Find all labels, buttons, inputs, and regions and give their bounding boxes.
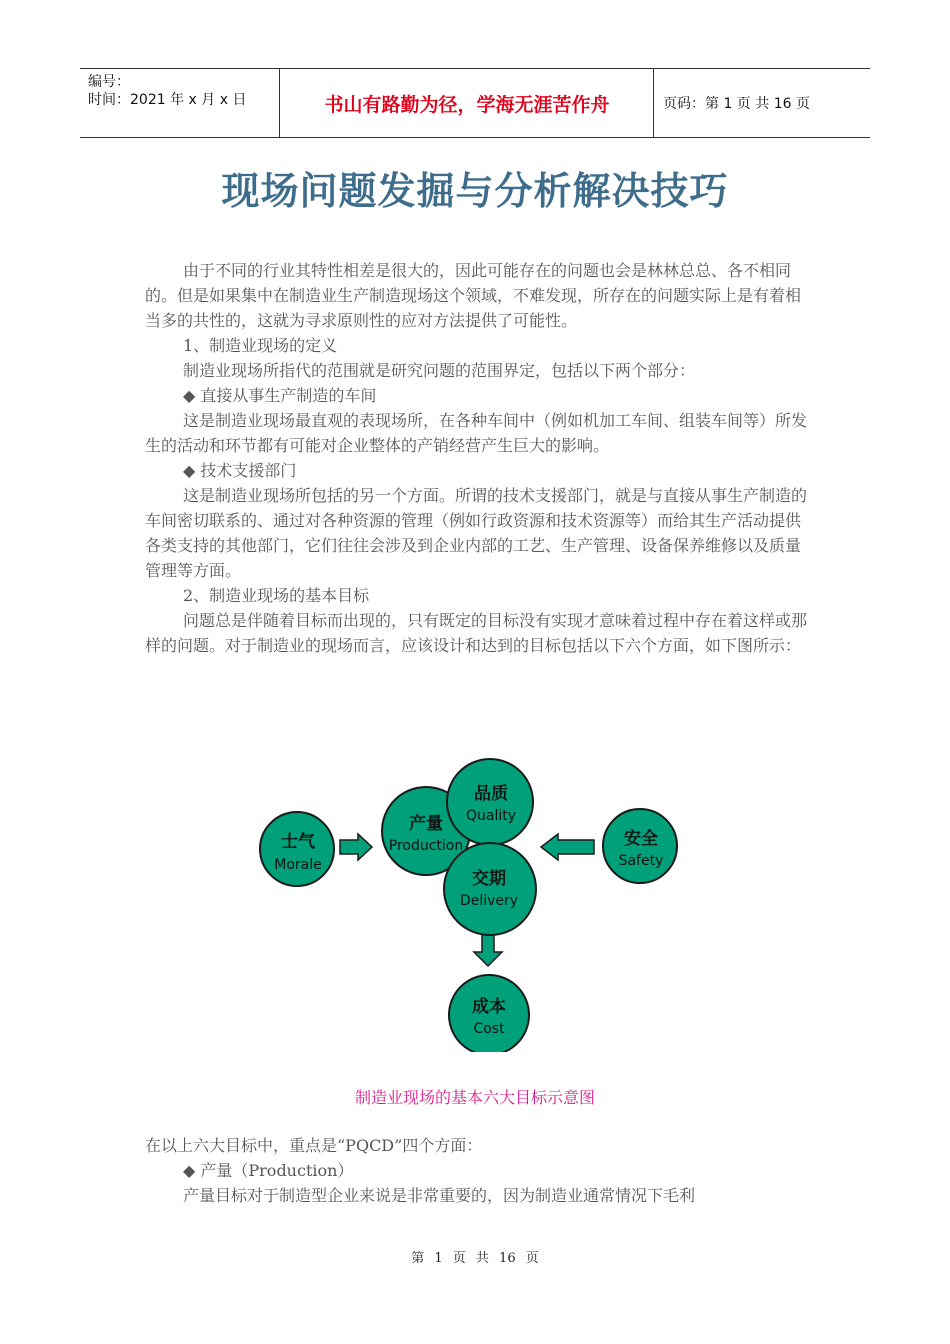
node-safety-cn: 安全	[624, 829, 658, 849]
header-meta-cell	[80, 69, 280, 137]
paragraph: 在以上六大目标中，重点是“PQCD”四个方面：	[145, 1136, 483, 1155]
paragraph: 产量目标对于制造型企业来说是非常重要的，因为制造业通常情况下毛利	[183, 1186, 696, 1205]
node-safety-en: Safety	[618, 853, 664, 869]
paragraph: 这是制造业现场所包括的另一个方面。所谓的技术支援部门，就是与直接从事生产制造的车间密切联系的、通过对各种资源的管理（例如行政资源和技术资源等）而给其生产活动提供各类支持的其他部门，它们往往会涉及到企业内部的工艺、生产管理、设备保养维修以及质量管理等方面。	[145, 486, 808, 580]
diagram-svg	[258, 752, 678, 1052]
diagram-caption: 制造业现场的基本六大目标示意图	[354, 1088, 595, 1107]
arrow-delivery-to-cost	[474, 934, 502, 966]
node-delivery-circle	[444, 843, 536, 935]
node-cost-cn: 成本	[472, 997, 506, 1017]
document-title: 现场问题发掘与分析解决技巧	[221, 169, 729, 213]
node-delivery-cn: 交期	[472, 869, 506, 889]
arrow-morale-to-center	[340, 834, 372, 860]
paragraph: 由于不同的行业其特性相差是很大的，因此可能存在的问题也会是林林总总、各不相同的。但是如果集中在制造业生产制造现场这个领域，不难发现，所存在的问题实际上是有着相当多的共性的，这就为寻求原则性的应对方法提供了可能性。	[145, 261, 802, 330]
paragraph: 问题总是伴随着目标而出现的，只有既定的目标没有实现才意味着过程中存在着这样或那样的问题。对于制造业的现场而言，应该设计和达到的目标包括以下六个方面，如下图所示：	[145, 611, 808, 655]
node-cost-en: Cost	[473, 1021, 505, 1037]
body-text	[145, 258, 807, 658]
paragraph: 制造业现场所指代的范围就是研究问题的范围界定，包括以下两个部分：	[183, 361, 696, 380]
header-page-info: 页码：第 1 页 共 16 页	[663, 96, 810, 112]
bullet-item: ◆ 技术支援部门	[183, 461, 297, 480]
node-morale-cn: 士气	[281, 832, 315, 852]
paragraph: 1、制造业现场的定义	[183, 336, 338, 355]
six-goals-diagram	[258, 752, 678, 1052]
paragraph: 2、制造业现场的基本目标	[183, 586, 370, 605]
node-delivery-en: Delivery	[459, 893, 519, 909]
number-label: 编号：	[88, 74, 130, 90]
time-label: 时间：2021 年 x 月 x 日	[88, 92, 247, 108]
header-motto: 书山有路勤为径，学海无涯苦作舟	[281, 69, 654, 137]
header-table	[80, 68, 870, 138]
arrow-safety-to-center	[541, 834, 594, 860]
node-quality-en: Quality	[465, 808, 517, 824]
body-text-continued	[145, 1133, 807, 1208]
bullet-item: ◆ 直接从事生产制造的车间	[183, 386, 377, 405]
node-morale-en: Morale	[274, 857, 322, 873]
page-footer: 第 1 页 共 16 页	[411, 1251, 539, 1266]
node-production-cn: 产量	[409, 814, 443, 834]
node-quality-cn: 品质	[474, 784, 508, 804]
node-production-en: Production	[388, 838, 464, 854]
bullet-item: ◆ 产量（Production）	[183, 1161, 354, 1180]
paragraph: 这是制造业现场最直观的表现场所，在各种车间中（例如机加工车间、组装车间等）所发生的活动和环节都有可能对企业整体的产销经营产生巨大的影响。	[145, 411, 808, 455]
